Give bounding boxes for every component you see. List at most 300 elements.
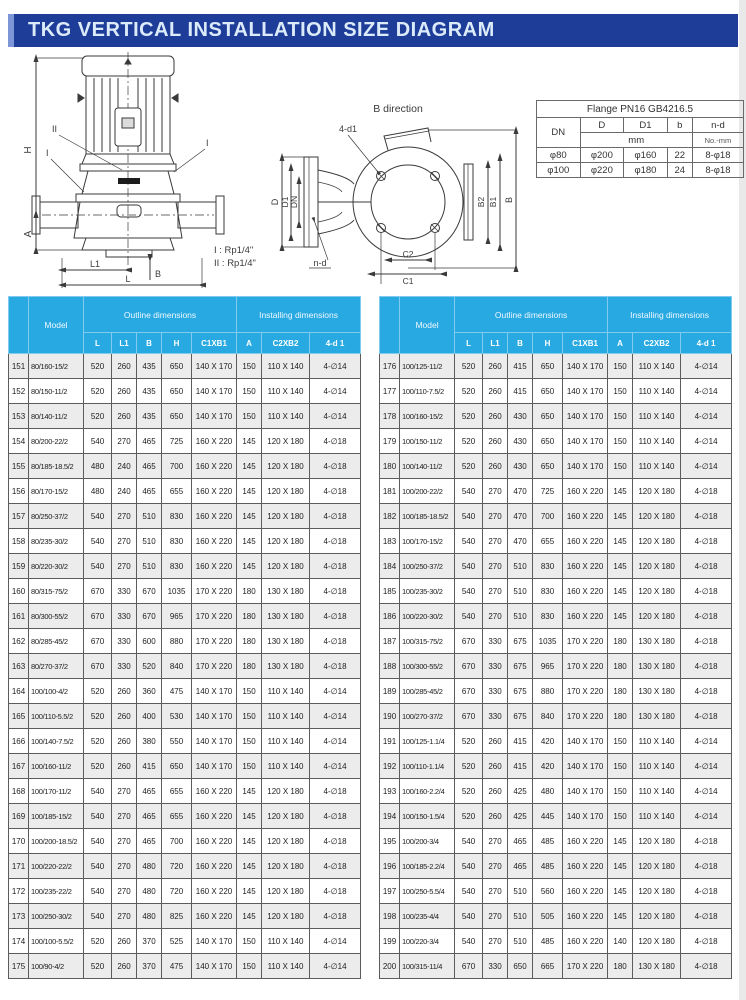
cell-h: 840 [533,704,563,729]
row-number: 193 [380,779,400,804]
table-row [9,929,361,954]
cell-c1xb1: 160 X 220 [563,479,608,504]
cell-a: 180 [608,679,633,704]
cell-l: 670 [84,604,112,629]
cell-4d1: 4-∅18 [310,504,361,529]
cell-l1: 270 [483,604,508,629]
cell-4d1: 4-∅18 [681,579,732,604]
cell-4d1: 4-∅18 [310,554,361,579]
cell-h: 650 [533,429,563,454]
cell-b: 510 [508,554,533,579]
cell-l: 670 [455,954,483,979]
model-cell: 100/235-30/2 [400,579,455,604]
cell-4d1: 4-∅18 [310,604,361,629]
diagram-section [0,48,746,294]
cell-l: 540 [455,579,483,604]
cell-a: 150 [608,779,633,804]
cell-c2xb2: 120 X 180 [633,554,681,579]
model-cell: 80/270-37/2 [29,654,84,679]
cell-c1xb1: 170 X 220 [563,954,608,979]
cell-c2xb2: 120 X 180 [262,904,310,929]
cell-b: 510 [508,604,533,629]
cell-l1: 270 [112,504,137,529]
cell-l: 520 [84,679,112,704]
cell-b: 430 [508,429,533,454]
dim-label-c1: C1 [402,276,414,286]
flange-cell: φ80 [537,148,581,163]
cell-l: 540 [455,904,483,929]
table-row [380,379,732,404]
cell-c1xb1: 160 X 220 [563,604,608,629]
cell-l: 520 [455,354,483,379]
cell-l1: 260 [112,729,137,754]
dim-label-b: B [504,196,514,204]
cell-c1xb1: 160 X 220 [192,454,237,479]
cell-l: 670 [455,704,483,729]
row-number: 156 [9,479,29,504]
row-number: 171 [9,854,29,879]
cell-4d1: 4-∅14 [310,704,361,729]
flange-unit-nomm: No.-mm [692,133,743,148]
cell-c1xb1: 140 X 170 [563,454,608,479]
row-number: 181 [380,479,400,504]
cell-c2xb2: 130 X 180 [262,604,310,629]
cell-c2xb2: 130 X 180 [633,629,681,654]
cell-h: 550 [162,729,192,754]
cell-c2xb2: 120 X 180 [262,454,310,479]
table-row [380,754,732,779]
cell-c2xb2: 120 X 180 [262,504,310,529]
pump-b-direction-drawing [238,100,534,288]
cell-l: 520 [84,754,112,779]
cell-4d1: 4-∅14 [681,354,732,379]
cell-4d1: 4-∅18 [310,454,361,479]
cell-b: 370 [137,954,162,979]
cell-b: 400 [137,704,162,729]
dim-label-l: L [125,274,131,284]
cell-4d1: 4-∅14 [681,754,732,779]
dim-label-b-arrow: B [155,269,162,279]
cell-c1xb1: 140 X 170 [563,429,608,454]
cell-b: 510 [508,904,533,929]
table-row [9,504,361,529]
cell-c2xb2: 110 X 140 [262,354,310,379]
cell-l1: 270 [112,554,137,579]
cell-a: 150 [237,929,262,954]
model-header: Model [400,297,455,354]
cell-h: 420 [533,754,563,779]
cell-a: 145 [237,854,262,879]
cell-a: 150 [237,354,262,379]
cell-c2xb2: 120 X 180 [262,529,310,554]
table-row [380,779,732,804]
cell-c2xb2: 110 X 140 [633,429,681,454]
table-row [9,754,361,779]
cell-c1xb1: 160 X 220 [563,579,608,604]
row-number: 186 [380,604,400,629]
cell-l: 540 [455,854,483,879]
cell-c1xb1: 160 X 220 [563,554,608,579]
cell-b: 510 [508,579,533,604]
model-cell: 100/315-11/4 [400,954,455,979]
row-number: 166 [9,729,29,754]
cell-c2xb2: 120 X 180 [262,779,310,804]
row-number: 191 [380,729,400,754]
cell-4d1: 4-∅14 [681,779,732,804]
dim-label-nd: n-d [313,258,327,268]
table-row [9,529,361,554]
model-cell: 100/185-18.5/2 [400,504,455,529]
table-row [9,804,361,829]
dim-label-l1: L1 [89,259,101,269]
row-number: 155 [9,454,29,479]
callout-i-left: I [46,148,49,158]
cell-l: 520 [84,379,112,404]
cell-c2xb2: 110 X 140 [262,379,310,404]
cell-l1: 260 [112,954,137,979]
cell-c2xb2: 110 X 140 [262,404,310,429]
cell-4d1: 4-∅14 [310,354,361,379]
cell-c1xb1: 140 X 170 [192,954,237,979]
col-l: L [84,333,112,354]
cell-4d1: 4-∅18 [681,829,732,854]
cell-l1: 240 [112,454,137,479]
cell-4d1: 4-∅18 [681,679,732,704]
cell-a: 145 [608,479,633,504]
pump-front-view-drawing [22,52,234,294]
model-cell: 100/170-11/2 [29,779,84,804]
col-c1xb1: C1XB1 [192,333,237,354]
cell-a: 145 [237,429,262,454]
row-number: 192 [380,754,400,779]
cell-l1: 260 [112,404,137,429]
cell-b: 510 [137,554,162,579]
cell-c1xb1: 140 X 170 [192,929,237,954]
table-row [380,854,732,879]
cell-a: 150 [608,754,633,779]
flange-col-nd: n-d [692,118,743,133]
cell-c1xb1: 160 X 220 [192,554,237,579]
cell-4d1: 4-∅18 [310,579,361,604]
cell-b: 520 [137,654,162,679]
row-number: 176 [380,354,400,379]
cell-l: 540 [455,479,483,504]
table-row [9,779,361,804]
cell-l: 540 [84,554,112,579]
cell-c1xb1: 160 X 220 [192,479,237,504]
cell-b: 415 [508,354,533,379]
model-cell: 100/235-4/4 [400,904,455,929]
cell-l: 540 [455,604,483,629]
model-cell: 80/315-75/2 [29,579,84,604]
cell-b: 510 [137,529,162,554]
row-number: 182 [380,504,400,529]
cell-l: 670 [84,579,112,604]
cell-c2xb2: 110 X 140 [633,804,681,829]
cell-l1: 270 [483,879,508,904]
cell-l1: 270 [112,879,137,904]
cell-c1xb1: 140 X 170 [563,354,608,379]
table-row [380,829,732,854]
row-number: 177 [380,379,400,404]
cell-l1: 330 [112,579,137,604]
cell-b: 415 [508,729,533,754]
row-number: 194 [380,804,400,829]
row-number: 162 [9,629,29,654]
flange-cell: 8-φ18 [692,148,743,163]
flange-col-d: D [580,118,624,133]
row-number: 184 [380,554,400,579]
cell-c2xb2: 120 X 180 [262,879,310,904]
cell-l1: 260 [483,404,508,429]
cell-c2xb2: 120 X 180 [262,554,310,579]
model-cell: 100/220-3/4 [400,929,455,954]
flange-col-b: b [667,118,692,133]
table-row [9,729,361,754]
cell-l1: 330 [483,954,508,979]
cell-l: 480 [84,479,112,504]
cell-a: 150 [608,429,633,454]
cell-h: 525 [162,929,192,954]
cell-h: 665 [533,954,563,979]
dim-label-a: A [23,230,34,238]
cell-l: 540 [84,829,112,854]
flange-cell: 8-φ18 [692,163,743,178]
cell-b: 430 [508,404,533,429]
row-number: 165 [9,704,29,729]
cell-h: 480 [533,779,563,804]
cell-b: 480 [137,904,162,929]
cell-l: 540 [84,504,112,529]
cell-h: 650 [162,379,192,404]
model-cell: 80/285-45/2 [29,629,84,654]
cell-h: 700 [533,504,563,529]
row-number: 163 [9,654,29,679]
dim-label-h: H [23,146,34,154]
cell-l1: 270 [112,529,137,554]
cell-c1xb1: 140 X 170 [563,404,608,429]
row-number: 167 [9,754,29,779]
cell-h: 830 [162,529,192,554]
cell-a: 145 [608,879,633,904]
cell-l: 540 [455,504,483,529]
cell-l1: 270 [483,904,508,929]
model-cell: 100/185-15/2 [29,804,84,829]
model-cell: 80/170-15/2 [29,479,84,504]
model-cell: 100/150-1.5/4 [400,804,455,829]
cell-h: 475 [162,679,192,704]
outline-dimensions-header: Outline dimensions [84,297,237,333]
cell-a: 145 [608,529,633,554]
cell-l1: 260 [112,704,137,729]
row-number: 152 [9,379,29,404]
cell-c1xb1: 170 X 220 [563,679,608,704]
cell-h: 965 [162,604,192,629]
cell-b: 510 [137,504,162,529]
cell-4d1: 4-∅14 [310,679,361,704]
table-row [9,679,361,704]
cell-h: 485 [533,929,563,954]
cell-l1: 260 [112,929,137,954]
cell-l1: 240 [112,479,137,504]
table-row [380,704,732,729]
cell-c1xb1: 160 X 220 [192,904,237,929]
cell-h: 650 [162,754,192,779]
cell-a: 150 [608,354,633,379]
model-cell: 100/110-1.1/4 [400,754,455,779]
cell-c2xb2: 130 X 180 [633,954,681,979]
cell-c1xb1: 170 X 220 [192,579,237,604]
model-cell: 100/220-22/2 [29,854,84,879]
cell-4d1: 4-∅18 [310,529,361,554]
cell-b: 480 [137,854,162,879]
row-number: 200 [380,954,400,979]
cell-c1xb1: 160 X 220 [563,904,608,929]
cell-l: 540 [84,779,112,804]
cell-h: 720 [162,854,192,879]
cell-c2xb2: 130 X 180 [633,654,681,679]
cell-a: 145 [608,854,633,879]
cell-c1xb1: 160 X 220 [563,854,608,879]
cell-b: 670 [137,604,162,629]
cell-c1xb1: 160 X 220 [192,854,237,879]
row-number: 151 [9,354,29,379]
cell-l1: 270 [483,479,508,504]
table-row [380,879,732,904]
dimension-tables [8,296,738,979]
model-cell: 100/125-11/2 [400,354,455,379]
cell-c2xb2: 120 X 180 [633,529,681,554]
cell-4d1: 4-∅18 [681,629,732,654]
cell-4d1: 4-∅14 [310,929,361,954]
table-row [380,954,732,979]
cell-h: 830 [533,579,563,604]
col-b: B [508,333,533,354]
cell-4d1: 4-∅18 [681,604,732,629]
cell-c1xb1: 160 X 220 [192,804,237,829]
dimension-table-left [8,296,361,979]
cell-4d1: 4-∅18 [681,854,732,879]
cell-h: 825 [162,904,192,929]
cell-4d1: 4-∅14 [310,404,361,429]
model-cell: 100/100-5.5/2 [29,929,84,954]
row-number: 153 [9,404,29,429]
cell-c2xb2: 130 X 180 [262,579,310,604]
table-row [380,654,732,679]
cell-h: 475 [162,954,192,979]
cell-a: 145 [237,804,262,829]
cell-c2xb2: 130 X 180 [262,629,310,654]
cell-c1xb1: 160 X 220 [192,504,237,529]
table-row [380,504,732,529]
cell-c1xb1: 160 X 220 [192,779,237,804]
row-number-header [9,297,29,354]
cell-c2xb2: 120 X 180 [633,504,681,529]
row-number: 160 [9,579,29,604]
table-row [9,829,361,854]
cell-a: 145 [608,579,633,604]
model-cell: 100/200-3/4 [400,829,455,854]
model-cell: 100/160-2.2/4 [400,779,455,804]
cell-h: 700 [162,829,192,854]
dim-label-dn: DN [289,195,299,209]
table-row [380,579,732,604]
table-row [380,604,732,629]
cell-c2xb2: 120 X 180 [262,429,310,454]
cell-h: 725 [162,429,192,454]
cell-4d1: 4-∅18 [681,954,732,979]
cell-h: 655 [162,804,192,829]
cell-l1: 260 [483,779,508,804]
cell-l: 520 [455,454,483,479]
table-row [9,429,361,454]
cell-4d1: 4-∅18 [310,654,361,679]
cell-l: 520 [455,729,483,754]
model-cell: 100/160-15/2 [400,404,455,429]
model-cell: 100/200-22/2 [400,479,455,504]
cell-a: 180 [608,704,633,729]
col-c1xb1: C1XB1 [563,333,608,354]
cell-h: 1035 [533,629,563,654]
cell-c2xb2: 110 X 140 [633,379,681,404]
cell-c1xb1: 140 X 170 [192,704,237,729]
cell-b: 650 [508,954,533,979]
col-h: H [533,333,563,354]
cell-c2xb2: 130 X 180 [633,704,681,729]
cell-b: 465 [508,829,533,854]
cell-a: 145 [237,829,262,854]
cell-c2xb2: 110 X 140 [262,754,310,779]
cell-b: 465 [137,454,162,479]
cell-c2xb2: 120 X 180 [633,854,681,879]
cell-c1xb1: 170 X 220 [192,629,237,654]
model-cell: 100/235-22/2 [29,879,84,904]
cell-a: 180 [608,629,633,654]
cell-a: 150 [237,704,262,729]
cell-b: 510 [508,929,533,954]
model-cell: 100/185-2.2/4 [400,854,455,879]
model-cell: 80/220-30/2 [29,554,84,579]
cell-a: 145 [608,904,633,929]
col-4d1: 4-d 1 [681,333,732,354]
cell-l: 520 [455,429,483,454]
cell-a: 150 [237,729,262,754]
cell-c2xb2: 110 X 140 [633,404,681,429]
cell-c2xb2: 110 X 140 [262,954,310,979]
cell-c2xb2: 130 X 180 [262,654,310,679]
model-cell: 100/140-7.5/2 [29,729,84,754]
cell-c2xb2: 120 X 180 [633,879,681,904]
cell-c1xb1: 140 X 170 [192,379,237,404]
cell-c2xb2: 120 X 180 [633,479,681,504]
cell-a: 180 [237,629,262,654]
cell-l: 540 [455,879,483,904]
cell-c1xb1: 140 X 170 [563,804,608,829]
cell-l1: 270 [483,854,508,879]
flange-cell: 24 [667,163,692,178]
cell-h: 485 [533,854,563,879]
cell-c1xb1: 170 X 220 [563,704,608,729]
cell-c2xb2: 110 X 140 [633,779,681,804]
row-number: 198 [380,904,400,929]
cell-a: 145 [237,779,262,804]
cell-c1xb1: 160 X 220 [563,529,608,554]
col-l: L [455,333,483,354]
cell-l1: 330 [483,629,508,654]
cell-c1xb1: 160 X 220 [563,504,608,529]
cell-a: 180 [608,954,633,979]
cell-a: 150 [237,404,262,429]
